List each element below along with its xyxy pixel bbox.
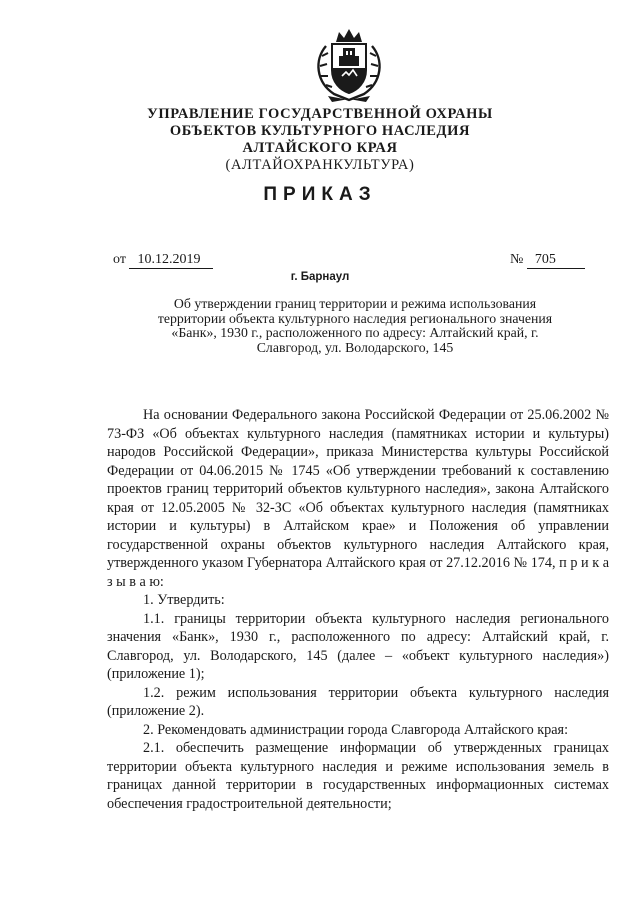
intro-paragraph: На основании Федерального закона Российской Федерации от 25.06.2002 № 73-ФЗ «Об объектах культурного наследия (памятниках истории и культуры) народов Российской Федерации», приказа Министерства культуры Российской Федерации от 04.06.2015 № 1745 «Об утверждении требований к составлению проектов границ территорий объектов культурного наследия», закона Алтайского края от 12.05.2005 № 32-ЗС «Об объектах культурного наследия (памятниках истории и культуры) в Алтайском крае» и Положения об управлении государственной охраны объектов культурного наследия Алтайского края, утвержденного указом Губернатора Алтайского края от 27.12.2016 № 174, п р и к а з ы в а ю: — [107, 407, 609, 590]
item-2: 2. Рекомендовать администрации города Славгорода Алтайского края: — [143, 721, 569, 738]
item-1: 1. Утвердить: — [143, 592, 225, 608]
item-2-1: 2.1. обеспечить размещение информации об утвержденных границах территории объекта культурного наследия и режиме использования земель в границах данной территории в государственных информационных системах обеспечения градостроительной деятельности; — [107, 740, 609, 812]
document-type-title: ПРИКАЗ — [263, 184, 377, 205]
number-prefix: № — [510, 252, 524, 267]
org-line-2: ОБЪЕКТОВ КУЛЬТУРНОГО НАСЛЕДИЯ — [169, 123, 471, 139]
order-body — [107, 406, 609, 813]
coat-of-arms-icon — [312, 26, 386, 102]
order-number — [510, 252, 585, 269]
order-date — [113, 252, 213, 269]
org-line-1: УПРАВЛЕНИЕ ГОСУДАРСТВЕННОЙ ОХРАНЫ — [147, 106, 493, 122]
date-prefix: от — [113, 252, 126, 267]
organization-name — [0, 106, 640, 174]
city-label: г. Барнаул — [290, 271, 350, 283]
number-value: 705 — [527, 252, 585, 269]
item-1-2: 1.2. режим использования территории объекта культурного наследия (приложение 2). — [107, 684, 609, 719]
order-subject: Об утверждении границ территории и режима использования территории объекта культурного наследия регионального значения «Банк», 1930 г., расположенного по адресу: Алтайский край, г. Славгород, ул. Володарского, 145 — [157, 296, 553, 355]
item-1-1: 1.1. границы территории объекта культурного наследия регионального значения «Банк», 1930 г., расположенного по адресу: Алтайский край, г. Славгород, ул. Володарского, 145 (далее – «объект культурного наследия») (приложение 1); — [107, 610, 609, 682]
date-value: 10.12.2019 — [129, 252, 213, 269]
org-abbreviation: (АЛТАЙОХРАНКУЛЬТУРА) — [225, 157, 415, 173]
org-line-3: АЛТАЙСКОГО КРАЯ — [242, 140, 398, 156]
